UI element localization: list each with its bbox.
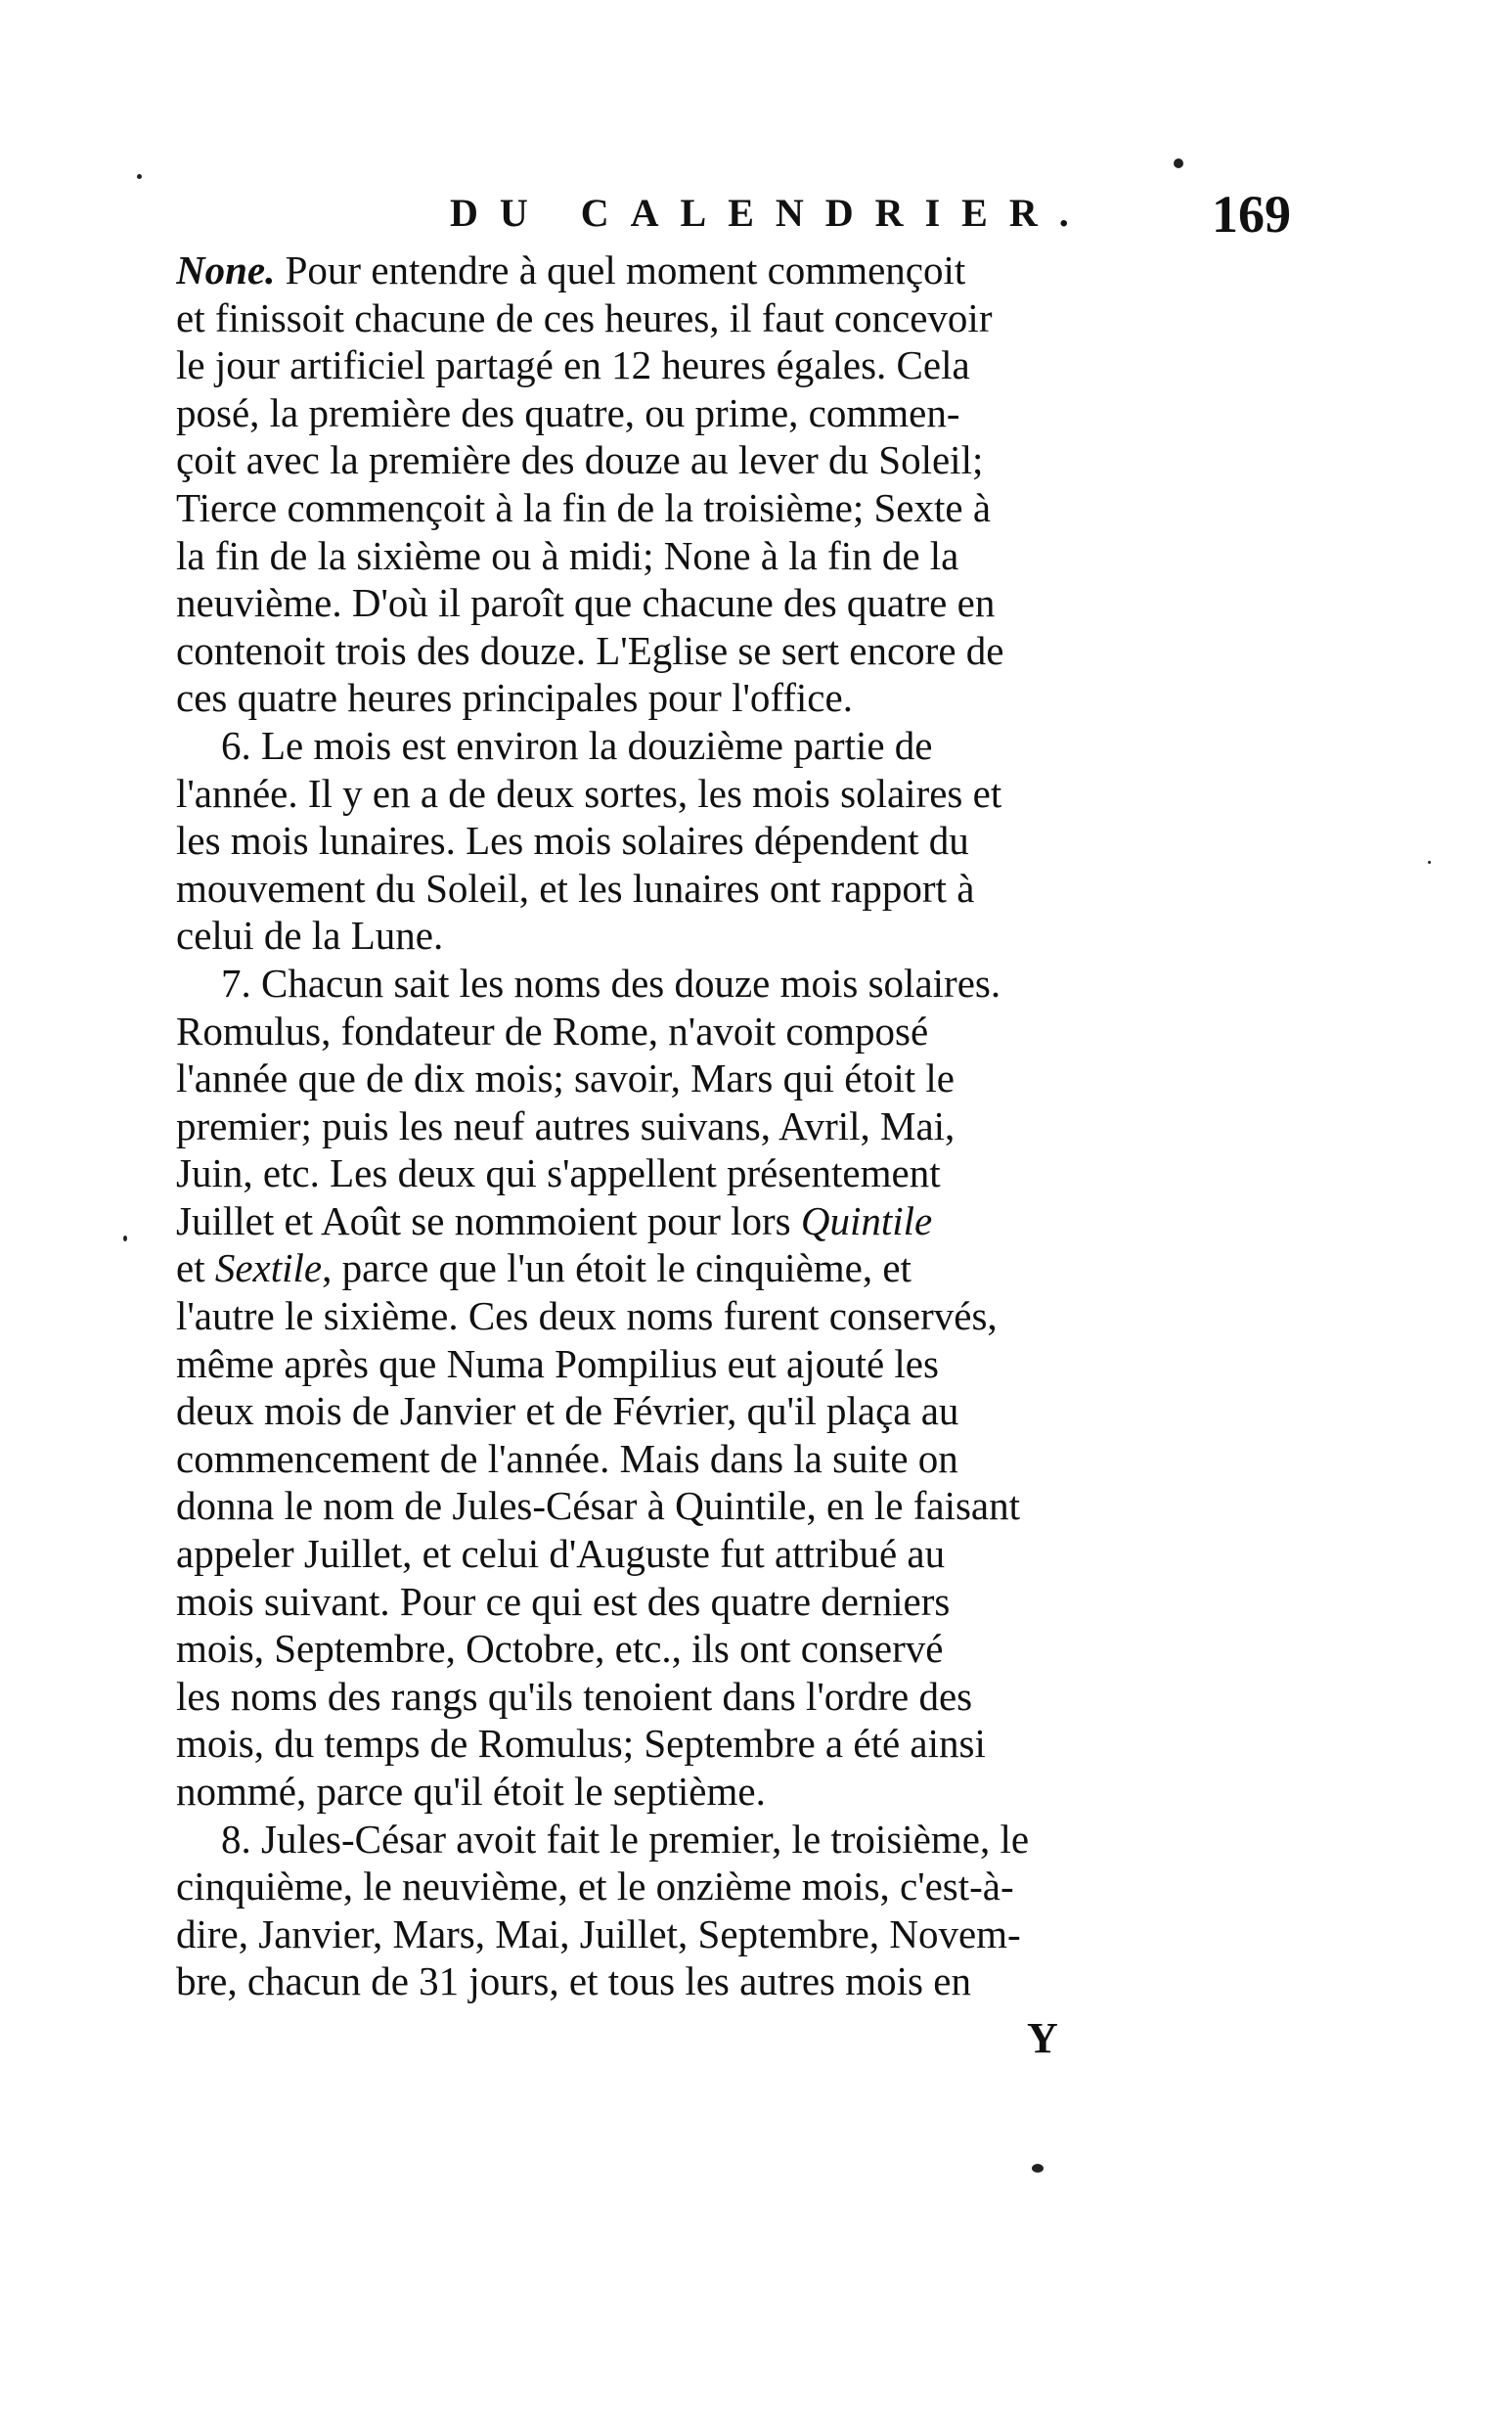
text-line: mouvement du Soleil, et les lunaires ont rapport à [176,865,975,911]
paragraph-8-start: 8. Jules-César avoit fait le premier, le troisième, le [221,1816,1030,1862]
scan-speck [123,1235,127,1241]
text-line [176,1244,1291,1292]
scan-speck [1428,861,1431,864]
signature-mark: Y [1027,2014,1058,2062]
text-line: mois, Septembre, Octobre, etc., ils ont conservé [176,1626,944,1672]
text-line: l'année. Il y en a de deux sortes, les mois solaires et [176,770,1002,816]
text-plain: Juillet et Août se nommoient pour lors [176,1197,801,1243]
text-line: commencement de l'année. Mais dans la suite on [176,1435,958,1481]
text-rest: Pour entendre à quel moment commençoit [275,247,966,292]
text-line: ces quatre heures principales pour l'office. [176,675,853,721]
scan-speck [137,174,142,179]
running-head: DU CALENDRIER. [450,191,1090,235]
text-line: le jour artificiel partagé en 12 heures égales. Cela [176,342,970,388]
text-line: bre, chacun de 31 jours, et tous les autres mois en [176,1958,971,2004]
page-number: 169 [1212,185,1291,244]
text-line: deux mois de Janvier et de Février, qu'il plaça au [176,1388,959,1434]
text-line: premier; puis les neuf autres suivans, Avril, Mai, [176,1102,956,1148]
text-line [176,247,1291,294]
text-line: Juin, etc. Les deux qui s'appellent présentement [176,1150,941,1196]
text-line: Romulus, fondateur de Rome, n'avoit composé [176,1008,929,1054]
text-line [176,1197,1291,1245]
text-line: la fin de la sixième ou à midi; None à la fin de la [176,532,959,578]
text-line: çoit avec la première des douze au lever du Soleil; [176,437,984,483]
text-line: Tierce commençoit à la fin de la troisième; Sexte à [176,484,992,530]
text-line: l'année que de dix mois; savoir, Mars qui étoit le [176,1056,955,1101]
page-header [450,184,1311,252]
text-line: même après que Numa Pompilius eut ajouté les [176,1340,939,1386]
body-text [176,247,1291,2005]
text-line: les mois lunaires. Les mois solaires dépendent du [176,818,969,864]
text-line: appeler Juillet, et celui d'Auguste fut attribué au [176,1531,946,1577]
scan-speck [1174,158,1183,168]
text-line: contenoit trois des douze. L'Eglise se sert encore de [176,627,1004,673]
text-line: posé, la première des quatre, ou prime, commen- [176,389,960,435]
text-line: nommé, parce qu'il étoit le septième. [176,1769,766,1814]
text-italic-lead: None. [176,247,276,292]
text-line: et finissoit chacune de ces heures, il faut concevoir [176,294,993,340]
text-line: celui de la Lune. [176,913,444,959]
text-line: dire, Janvier, Mars, Mai, Juillet, Septembre, Novem- [176,1910,1021,1956]
text-line: donna le nom de Jules-César à Quintile, en le faisant [176,1483,1021,1529]
text-line: mois, du temps de Romulus; Septembre a été ainsi [176,1721,986,1767]
paragraph-6-start: 6. Le mois est environ la douzième partie de [221,722,933,768]
text-italic-quintile: Quintile [800,1197,933,1243]
text-rest: , parce que l'un étoit le cinquième, et [322,1245,912,1291]
text-italic-sextile: Sextile [214,1245,323,1291]
text-line: les noms des rangs qu'ils tenoient dans l'ordre des [176,1673,973,1719]
text-line: neuvième. D'où il paroît que chacune des quatre en [176,580,996,626]
text-line: l'autre le sixième. Ces deux noms furent conservés, [176,1293,998,1339]
paragraph-7-start: 7. Chacun sait les noms des douze mois solaires. [221,960,1001,1006]
text-line: mois suivant. Pour ce qui est des quatre derniers [176,1578,951,1624]
text-line: cinquième, le neuvième, et le onzième mois, c'est-à- [176,1864,1014,1909]
scan-speck [1032,2164,1044,2173]
text-plain: et [176,1245,215,1291]
